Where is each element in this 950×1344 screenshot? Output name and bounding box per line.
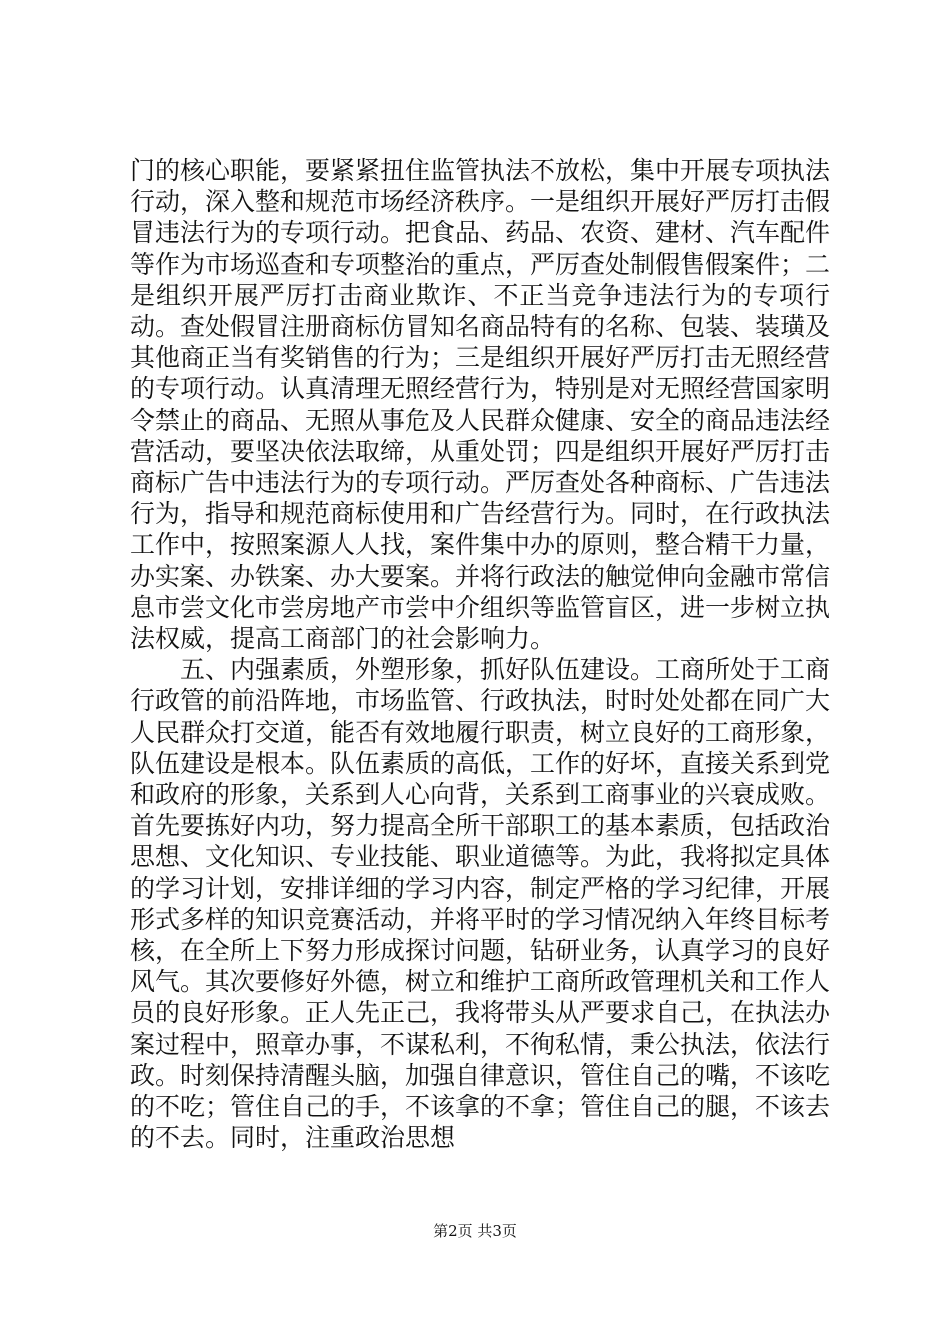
paragraph-2: 五、内强素质，外塑形象，抓好队伍建设。工商所处于工商行政管的前沿阵地，市场监管、行政执法，时时处处都在同广大人民群众打交道，能否有效地履行职责，树立良好的工商形象，队伍建设是根本。队伍素质的高低，工作的好坏，直接关系到党和政府的形象，关系到人心向背，关系到工商事业的兴衰成败。首先要拣好内功，努力提高全所干部职工的基本素质，包括政治思想、文化知识、专业技能、职业道德等。为此，我将拟定具体的学习计划，安排详细的学习内容，制定严格的学习纪律，开展形式多样的知识竞赛活动，并将平时的学习情况纳入年终目标考核，在全所上下努力形成探讨问题，钻研业务，认真学习的良好风气。其次要修好外德，树立和维护工商所政管理机关和工作人员的良好形象。正人先正己，我将带头从严要求自己，在执法办案过程中，照章办事，不谋私利，不徇私情，秉公执法，依法行政。时刻保持清醒头脑，加强自律意识，管住自己的嘴，不该吃的不吃；管住自己的手，不该拿的不拿；管住自己的腿，不该去的不去。同时，注重政治思想 — [130, 655, 831, 1153]
body-text — [130, 155, 830, 1154]
paragraph-1: 门的核心职能，要紧紧扭住监管执法不放松，集中开展专项执法行动，深入整和规范市场经济秩序。一是组织开展好严厉打击假冒违法行为的专项行动。把食品、药品、农资、建材、汽车配件等作为市场巡查和专项整治的重点，严厉查处制假售假案件；二是组织开展严厉打击商业欺诈、不正当竞争违法行为的专项行动。查处假冒注册商标仿冒知名商品特有的名称、包装、装璜及其他商正当有奖销售的行为；三是组织开展好严厉打击无照经营的专项行动。认真清理无照经营行为，特别是对无照经营国家明令禁止的商品、无照从事危及人民群众健康、安全的商品违法经营活动，要坚决依法取缔，从重处罚；四是组织开展好严厉打击商标广告中违法行为的专项行动。严厉查处各种商标、广告违法行为，指导和规范商标使用和广告经营行为。同时，在行政执法工作中，按照案源人人找，案件集中办的原则，整合精干力量，办实案、办铁案、办大要案。并将行政法的触觉伸向金融市常信息市尝文化市尝房地产市尝中介组织等监管盲区，进一步树立执法权威，提高工商部门的社会影响力。 — [130, 156, 831, 654]
page-footer: 第2页 共3页 — [433, 1222, 517, 1240]
